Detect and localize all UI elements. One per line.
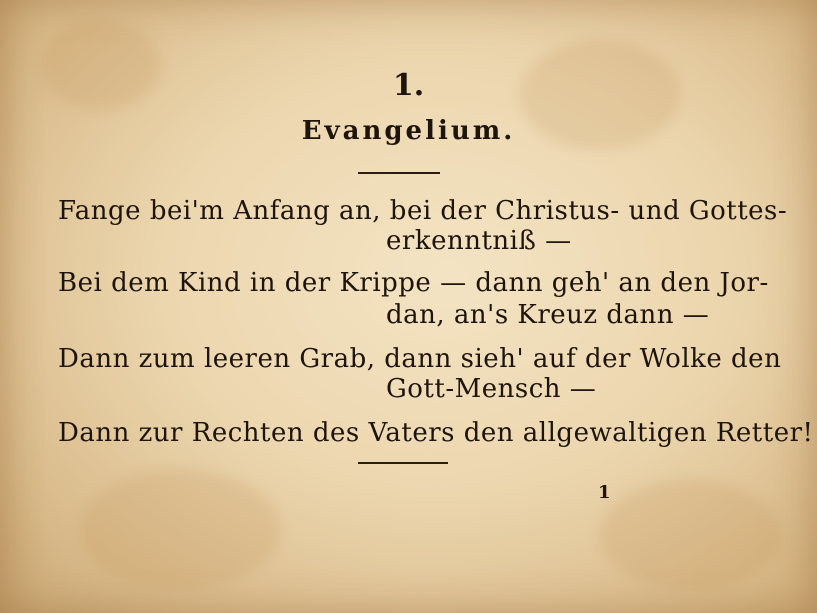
foxing-stain [600, 480, 780, 590]
verse-line: Dann zum leeren Grab, dann sieh' auf der Wolke den [58, 344, 782, 374]
verse-line: dan, an's Kreuz dann — [386, 300, 710, 330]
page-title: Evangelium. [301, 116, 516, 146]
signature-mark: 1 [598, 482, 611, 503]
foxing-stain [80, 470, 280, 590]
verse-line: Bei dem Kind in der Krippe — dann geh' an den Jor- [58, 268, 769, 298]
verse-line: Dann zur Rechten des Vaters den allgewaltigen Retter! [58, 418, 814, 448]
chapter-number: 1. [392, 68, 425, 103]
title-divider [358, 172, 440, 174]
verse-line: Gott-Mensch — [386, 374, 597, 404]
end-divider [358, 462, 448, 464]
verse-line: erkenntniß — [386, 226, 572, 256]
verse-line: Fange bei'm Anfang an, bei der Christus- und Gottes- [58, 196, 788, 226]
